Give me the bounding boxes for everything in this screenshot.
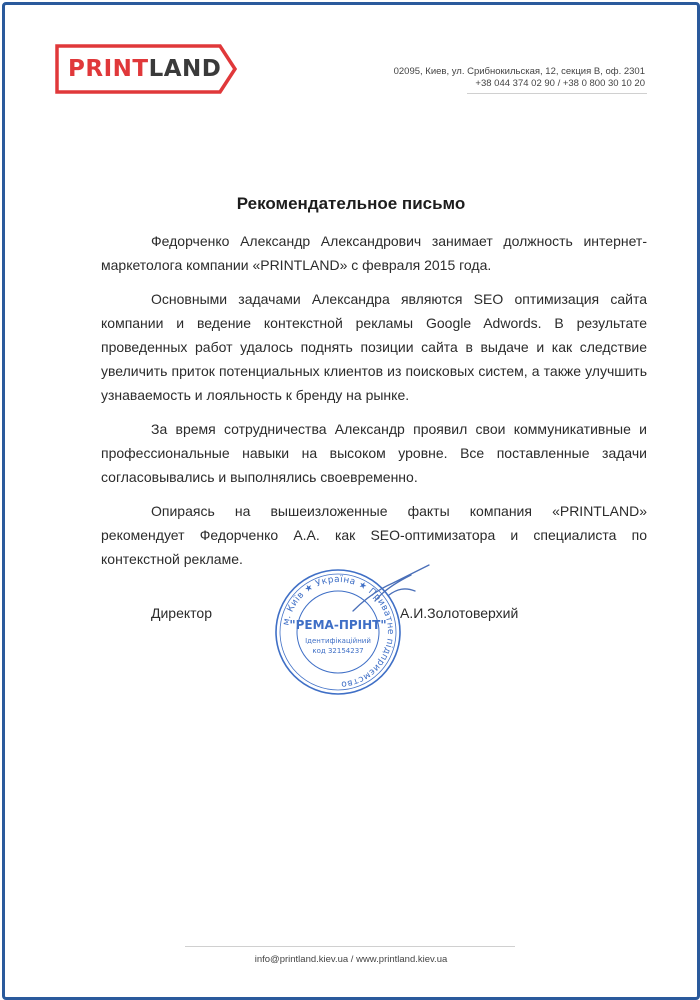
paragraph-4: Опираясь на вышеизложенные факты компания «PRINTLAND» рекомендует Федорченко А.А. как SEO-оптимизатора и специалиста по контекстной рекламе.: [101, 503, 647, 567]
printland-logo: [54, 42, 239, 96]
paragraph-1: Федорченко Александр Александрович занимает должность интернет-маркетолога компании «PRINTLAND» с февраля 2015 года.: [101, 233, 647, 273]
footer-divider: [185, 946, 515, 947]
logo-print: PRINT: [68, 56, 149, 82]
header-divider: [467, 93, 647, 94]
paragraph-2: Основными задачами Александра являются SEO оптимизация сайта компании и ведение контекстной рекламы Google Adwords. В результате проведенных работ удалось поднять позиции сайта в выдаче и как следствие увеличить приток потенциальных клиентов из поисковых систем, а также улучшить узнаваемость и лояльность к бренду на рынке.: [101, 291, 647, 403]
paragraph-3: За время сотрудничества Александр проявил свои коммуникативные и профессиональные навыки на высоком уровне. Все поставленные задачи согласовывались и выполнялись своевременно.: [101, 421, 647, 485]
letter-body: [101, 229, 647, 581]
signatory-role: Директор: [151, 605, 212, 621]
footer-contacts: info@printland.kiev.ua / www.printland.kiev.ua: [254, 954, 448, 965]
signatory-name: А.И.Золотоверхий: [400, 605, 519, 621]
logo-land: LAND: [148, 56, 222, 82]
header-contacts: [325, 66, 645, 90]
letter-title: Рекомендательное письмо: [236, 194, 466, 213]
logo-wordmark: [68, 55, 221, 83]
document-frame: [2, 2, 700, 1000]
handwritten-signature: [345, 561, 435, 621]
letter-page: [5, 5, 697, 997]
stamp-id-label: Ідентифікаційний: [305, 637, 371, 645]
company-phones: +38 044 374 02 90 / +38 0 800 30 10 20: [475, 78, 645, 89]
stamp-company: "РЕМА-ПРІНТ": [289, 618, 387, 632]
company-address: 02095, Киев, ул. Срибнокильская, 12, секция В, оф. 2301: [393, 66, 645, 77]
stamp-outer-text: м. Київ ★ Україна ★ Приватне підприємство: [281, 574, 396, 689]
stamp-id-code: код 32154237: [312, 647, 364, 655]
